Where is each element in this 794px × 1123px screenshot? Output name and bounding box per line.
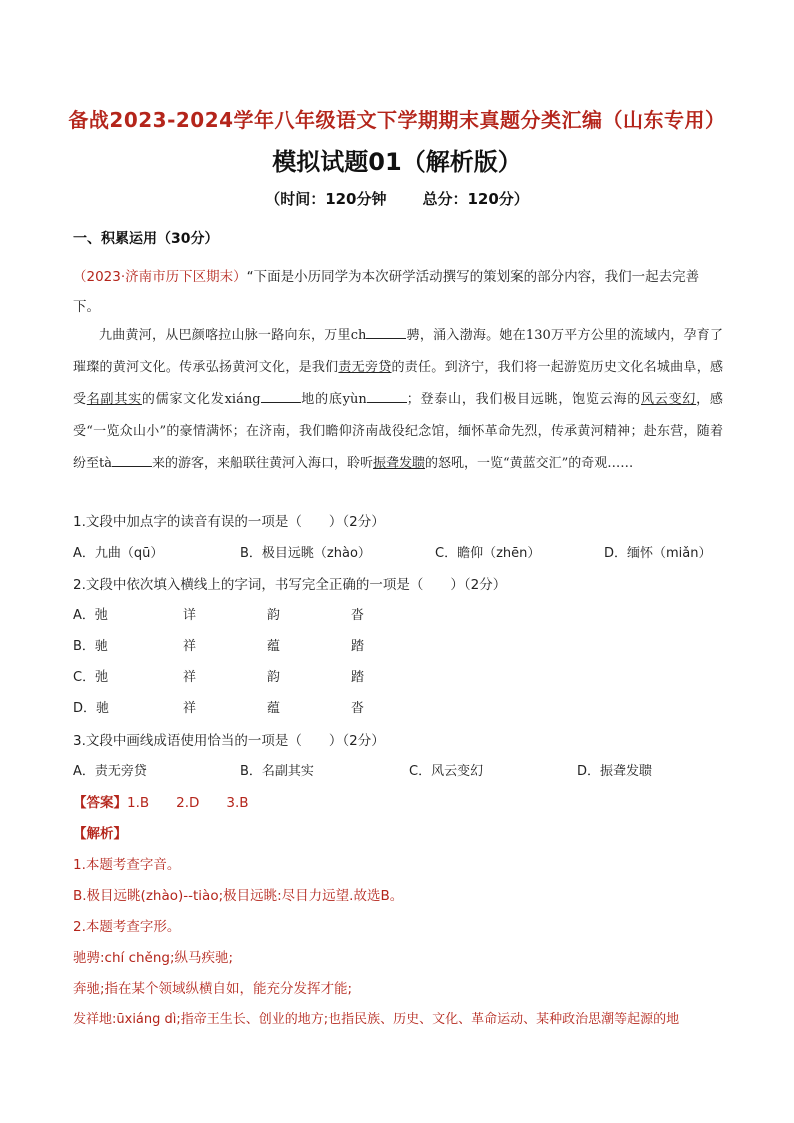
underlined-idiom: 振聋发聩 <box>373 456 426 471</box>
analysis-label: 【解析】 <box>73 826 127 842</box>
exam-time: （时间：120分钟 <box>265 190 387 208</box>
analysis-line-3: 2.本题考查字形。 <box>73 919 181 935</box>
q3-option-a: A．责无旁贷 <box>73 764 147 779</box>
fill-blank <box>367 390 407 403</box>
analysis-line-5: 奔驰;指在某个领域纵横自如，能充分发挥才能; <box>73 981 353 997</box>
q2-row-b-1: B．驰 <box>73 639 108 654</box>
passage-text: ；登泰山，我们极目远眺，饱览云海的 <box>406 392 642 407</box>
reading-passage <box>73 320 723 480</box>
fill-blank <box>366 326 406 339</box>
q1-option-c: C．瞻仰（zhēn） <box>435 546 541 561</box>
passage-text: 九曲黄河，从巴颜喀拉山脉一路向东，万里ch <box>99 328 367 343</box>
passage-text: 骋，涌入渤海。她在130万平方公里的流域内，孕育了璀璨的黄河文化。传承弘扬黄河文化，是我们 <box>73 328 723 375</box>
q1-option-d: D．缅怀（miǎn） <box>604 546 712 561</box>
q2-row-d-2: 祥 <box>183 701 197 716</box>
q3-option-c: C．风云变幻 <box>409 764 484 779</box>
answer-value: 1.B 2.D 3.B <box>127 795 249 811</box>
q2-row-b-2: 祥 <box>183 639 197 654</box>
q2-row-c-4: 踏 <box>351 670 365 685</box>
passage-text: 地的底yùn <box>300 392 367 407</box>
passage-text: ，感受“一览众山小”的豪情满怀；在济南，我们瞻仰济南战役纪念馆，缅怀革命先烈，传承黄河精神；赴东营，随着纷至tà <box>73 392 723 471</box>
q2-row-a-3: 韵 <box>267 608 281 623</box>
source-tag: （2023·济南市历下区期末） <box>73 269 247 285</box>
analysis-line-1: 1.本题考查字音。 <box>73 857 181 873</box>
document-title: 模拟试题01（解析版） <box>272 148 522 176</box>
q2-row-b-4: 踏 <box>351 639 365 654</box>
q3-option-d: D．振聋发聩 <box>577 764 653 779</box>
exam-meta <box>0 188 794 209</box>
passage-text: 的责任。到济宁，我们将一起游览历史文化名城曲阜，感受 <box>73 360 723 407</box>
exam-total: 总分：120分） <box>422 190 529 208</box>
q1-stem: 1.文段中加点字的读音有误的一项是（ ）（2分） <box>73 514 385 530</box>
passage-text: 的儒家文化发xiáng <box>141 392 261 407</box>
answer-line <box>73 791 249 811</box>
q2-row-d-4: 沓 <box>351 701 365 716</box>
q2-row-a-2: 详 <box>183 608 197 623</box>
fill-blank <box>261 390 301 403</box>
section-heading: 一、积累运用（30分） <box>73 231 219 247</box>
document-series-title: 备战2023-2024学年八年级语文下学期期末真题分类汇编（山东专用） <box>68 108 726 132</box>
analysis-line-4: 驰骋:chí chěng;纵马疾驰; <box>73 950 234 966</box>
underlined-idiom: 责无旁贷 <box>338 360 392 375</box>
underlined-idiom: 风云变幻 <box>641 392 697 407</box>
passage-text: 的怒吼，一览“黄蓝交汇”的奇观…… <box>425 456 634 471</box>
q2-row-c-2: 祥 <box>183 670 197 685</box>
analysis-line-2: B.极目远眺(zhào)--tiào;极目远眺:尽目力远望.故选B。 <box>73 888 404 904</box>
fill-blank <box>112 454 152 467</box>
q3-option-b: B．名副其实 <box>240 764 314 779</box>
q2-row-d-1: D．驰 <box>73 701 110 716</box>
q2-row-a-1: A．弛 <box>73 608 108 623</box>
q2-row-a-4: 沓 <box>351 608 365 623</box>
q2-row-b-3: 蕴 <box>267 639 281 654</box>
question-source <box>73 262 723 322</box>
q2-stem: 2.文段中依次填入横线上的字词，书写完全正确的一项是（ ）（2分） <box>73 577 507 593</box>
q1-option-a: A．九曲（qū） <box>73 546 164 561</box>
q2-row-c-1: C．弛 <box>73 670 109 685</box>
q2-row-c-3: 韵 <box>267 670 281 685</box>
answer-label: 【答案】 <box>73 795 127 811</box>
analysis-line-6: 发祥地:ūxiáng dì;指帝王生长、创业的地方;也指民族、历史、文化、革命运动、某种政治思潮等起源的地 <box>73 1012 680 1027</box>
source-text: “下面是小历同学为本次研学活动撰写的策划案的部分内容，我们一起去完善下。 <box>73 269 700 315</box>
passage-text: 来的游客，来船联往黄河入海口，聆听 <box>151 456 373 471</box>
underlined-idiom: 名副其实 <box>86 392 142 407</box>
q3-stem: 3.文段中画线成语使用恰当的一项是（ ）（2分） <box>73 733 385 749</box>
q1-option-b: B．极目远眺（zhào） <box>240 546 371 561</box>
q2-row-d-3: 蕴 <box>267 701 281 716</box>
